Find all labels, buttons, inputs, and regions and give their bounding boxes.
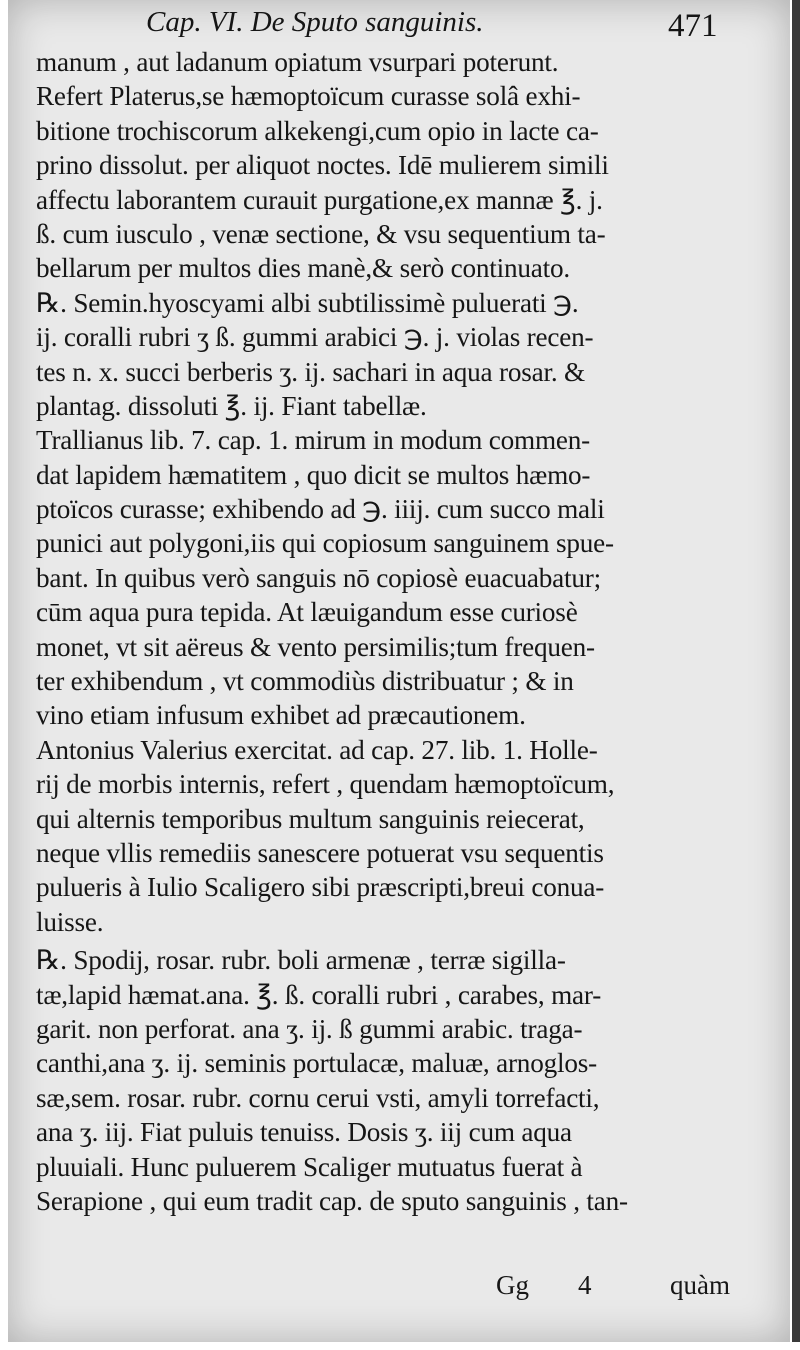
text-line: sæ,sem. rosar. rubr. cornu cerui vsti, amyli torrefacti, [36, 1082, 600, 1113]
body-text [36, 45, 742, 1218]
text-line: ter exhibendum , vt commodiùs distribuatur ; & in [36, 666, 574, 697]
page-number: 471 [668, 8, 718, 44]
text-line: ℞. Semin.hyoscyami albi subtilissimè puluerati ℈. [36, 287, 579, 318]
text-line: ana ʒ. iij. Fiat puluis tenuiss. Dosis ʒ. iij cum aqua [36, 1117, 572, 1148]
text-line: bant. In quibus verò sanguis nō copiosè euacuabatur; [36, 562, 601, 593]
text-line: vino etiam infusum exhibet ad præcautionem. [36, 700, 526, 731]
text-line: manum , aut ladanum opiatum vsurpari poterunt. [36, 47, 559, 77]
text-line: luisse. [36, 906, 104, 937]
page-edge-shadow [792, 0, 800, 1350]
text-line: Trallianus lib. 7. cap. 1. mirum in modum commen- [36, 425, 591, 456]
text-line: ℞. Spodij, rosar. rubr. boli armenæ , terræ sigilla- [36, 945, 566, 976]
catchword: quàm [670, 1270, 730, 1300]
text-line: ij. coralli rubri ʒ ß. gummi arabici ℈. j. violas recen- [36, 322, 594, 353]
text-line: dat lapidem hæmatitem , quo dicit se multos hæmo- [36, 459, 591, 490]
text-line: rij de morbis internis, refert , quendam hæmoptoïcum, [36, 769, 615, 800]
book-page [8, 0, 790, 1342]
text-line: plantag. dissoluti ℥. ij. Fiant tabellæ. [36, 390, 427, 421]
signature-mark: Gg [496, 1270, 529, 1300]
text-line: cūm aqua pura tepida. At læuigandum esse curiosè [36, 597, 578, 628]
page-footer [8, 1262, 790, 1302]
text-line: affectu laborantem curauit purgatione,ex mannæ ℥. j. [36, 184, 603, 215]
text-line: Refert Platerus,se hæmoptoïcum curasse solâ exhi- [36, 81, 581, 112]
text-line: prino dissolut. per aliquot noctes. Idē mulierem simili [36, 150, 609, 181]
text-line: bitione trochiscorum alkekengi,cum opio in lacte ca- [36, 115, 599, 146]
text-line: qui alternis temporibus multum sanguinis reiecerat, [36, 803, 585, 834]
text-line: tæ,lapid hæmat.ana. ℥. ß. coralli rubri , carabes, mar- [36, 979, 602, 1010]
text-line: tes n. x. succi berberis ʒ. ij. sachari in aqua rosar. & [36, 356, 585, 387]
text-line: Antonius Valerius exercitat. ad cap. 27. lib. 1. Holle- [36, 734, 598, 765]
text-line: ß. cum iusculo , venæ sectione, & vsu sequentium ta- [36, 218, 606, 249]
page-margin-bottom [0, 1342, 800, 1350]
text-line: garit. non perforat. ana ʒ. ij. ß gummi arabic. traga- [36, 1013, 583, 1044]
signature-leaf-number: 4 [578, 1270, 592, 1300]
text-line: bellarum per multos dies manè,& serò continuato. [36, 253, 571, 284]
text-line: ptoïcos curasse; exhibendo ad ℈. iiij. cum succo mali [36, 494, 605, 525]
page-header [8, 2, 790, 46]
running-head: Cap. VI. De Sputo sanguinis. [146, 6, 484, 38]
text-line: Serapione , qui eum tradit cap. de sputo sanguinis , tan- [36, 1185, 628, 1216]
text-line: pulueris à Iulio Scaligero sibi præscripti,breui conua- [36, 872, 605, 903]
text-line: pluuiali. Hunc puluerem Scaliger mutuatus fuerat à [36, 1151, 583, 1182]
text-line: neque vllis remediis sanescere potuerat vsu sequentis [36, 837, 604, 868]
text-line: canthi,ana ʒ. ij. seminis portulacæ, maluæ, arnoglos- [36, 1048, 597, 1079]
text-line: monet, vt sit aëreus & vento persimilis;tum frequen- [36, 631, 595, 662]
text-line: punici aut polygoni,iis qui copiosum sanguinem spue- [36, 528, 614, 559]
